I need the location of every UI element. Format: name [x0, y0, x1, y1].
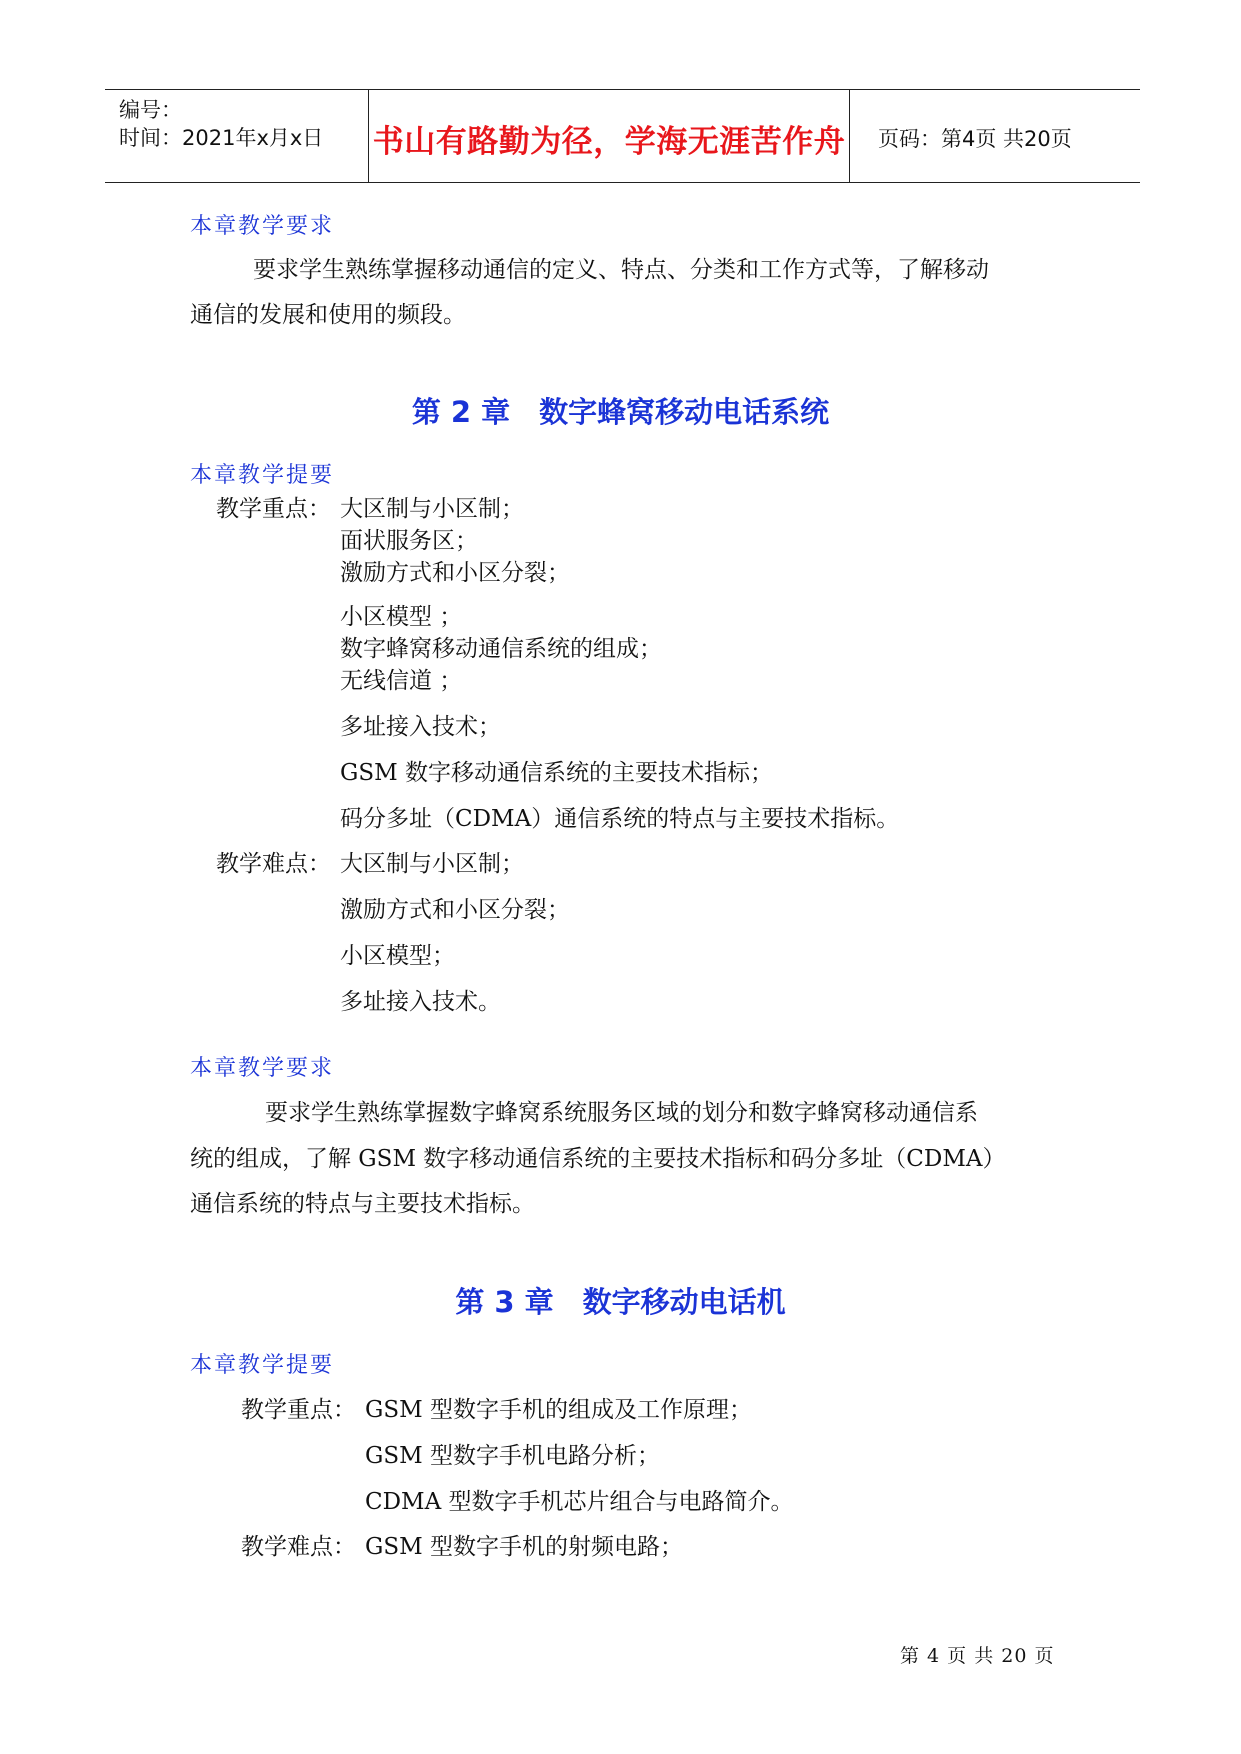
ch3-key-point: GSM 型数字手机的组成及工作原理； — [365, 1397, 752, 1423]
ch2-req-line-2: 统的组成，了解 GSM 数字移动通信系统的主要技术指标和码分多址（CDMA） — [190, 1146, 1006, 1172]
ch2-key-point: 多址接入技术； — [340, 714, 501, 740]
page-header — [105, 89, 1140, 183]
ch3-key-label: 教学重点： — [241, 1397, 356, 1423]
ch2-diff-point: 多址接入技术。 — [340, 989, 501, 1015]
header-page-info: 页码：第4页 共20页 — [878, 127, 1072, 151]
page-footer: 第 4 页 共 20 页 — [900, 1645, 1055, 1667]
ch2-diff-point: 激励方式和小区分裂； — [340, 897, 570, 923]
ch3-title: 第 3 章 数字移动电话机 — [455, 1285, 786, 1319]
header-motto: 书山有路勤为径，学海无涯苦作舟 — [372, 124, 846, 160]
ch2-title: 第 2 章 数字蜂窝移动电话系统 — [411, 395, 830, 429]
ch2-diff-point: 大区制与小区制； — [340, 851, 524, 877]
ch2-key-point: 无线信道 ； — [340, 668, 463, 694]
ch2-key-point: GSM 数字移动通信系统的主要技术指标； — [340, 760, 773, 786]
header-right-cell — [850, 90, 1140, 182]
ch3-key-point: CDMA 型数字手机芯片组合与电路简介。 — [365, 1489, 794, 1515]
serial-label: 编号： — [119, 98, 182, 122]
ch2-req-heading: 本章教学要求 — [190, 1056, 335, 1081]
ch1-req-line-2: 通信的发展和使用的频段。 — [190, 302, 466, 328]
ch2-req-line-1: 要求学生熟练掌握数字蜂窝系统服务区域的划分和数字蜂窝移动通信系 — [265, 1100, 978, 1126]
time-label: 时间：2021年x月x日 — [119, 126, 324, 150]
ch2-key-point: 面状服务区； — [340, 528, 478, 554]
ch1-req-line-1: 要求学生熟练掌握移动通信的定义、特点、分类和工作方式等，了解移动 — [253, 257, 989, 283]
ch2-key-point: 激励方式和小区分裂； — [340, 560, 570, 586]
ch2-key-label: 教学重点： — [216, 496, 331, 522]
ch3-diff-point: GSM 型数字手机的射频电路； — [365, 1534, 683, 1560]
header-left-cell — [105, 90, 369, 182]
ch1-req-heading: 本章教学要求 — [190, 214, 335, 239]
ch2-diff-point: 小区模型； — [340, 943, 455, 969]
ch2-key-point: 码分多址（CDMA）通信系统的特点与主要技术指标。 — [340, 806, 900, 832]
ch2-req-line-3: 通信系统的特点与主要技术指标。 — [190, 1191, 535, 1217]
ch2-diff-label: 教学难点： — [216, 851, 331, 877]
ch2-key-point: 大区制与小区制； — [340, 496, 524, 522]
ch2-outline-heading: 本章教学提要 — [190, 463, 335, 488]
ch2-key-point: 数字蜂窝移动通信系统的组成； — [340, 636, 662, 662]
header-center-cell — [369, 90, 850, 182]
ch2-key-point: 小区模型 ； — [340, 604, 463, 630]
ch3-diff-label: 教学难点： — [241, 1534, 356, 1560]
ch3-outline-heading: 本章教学提要 — [190, 1353, 335, 1378]
ch3-key-point: GSM 型数字手机电路分析； — [365, 1443, 660, 1469]
